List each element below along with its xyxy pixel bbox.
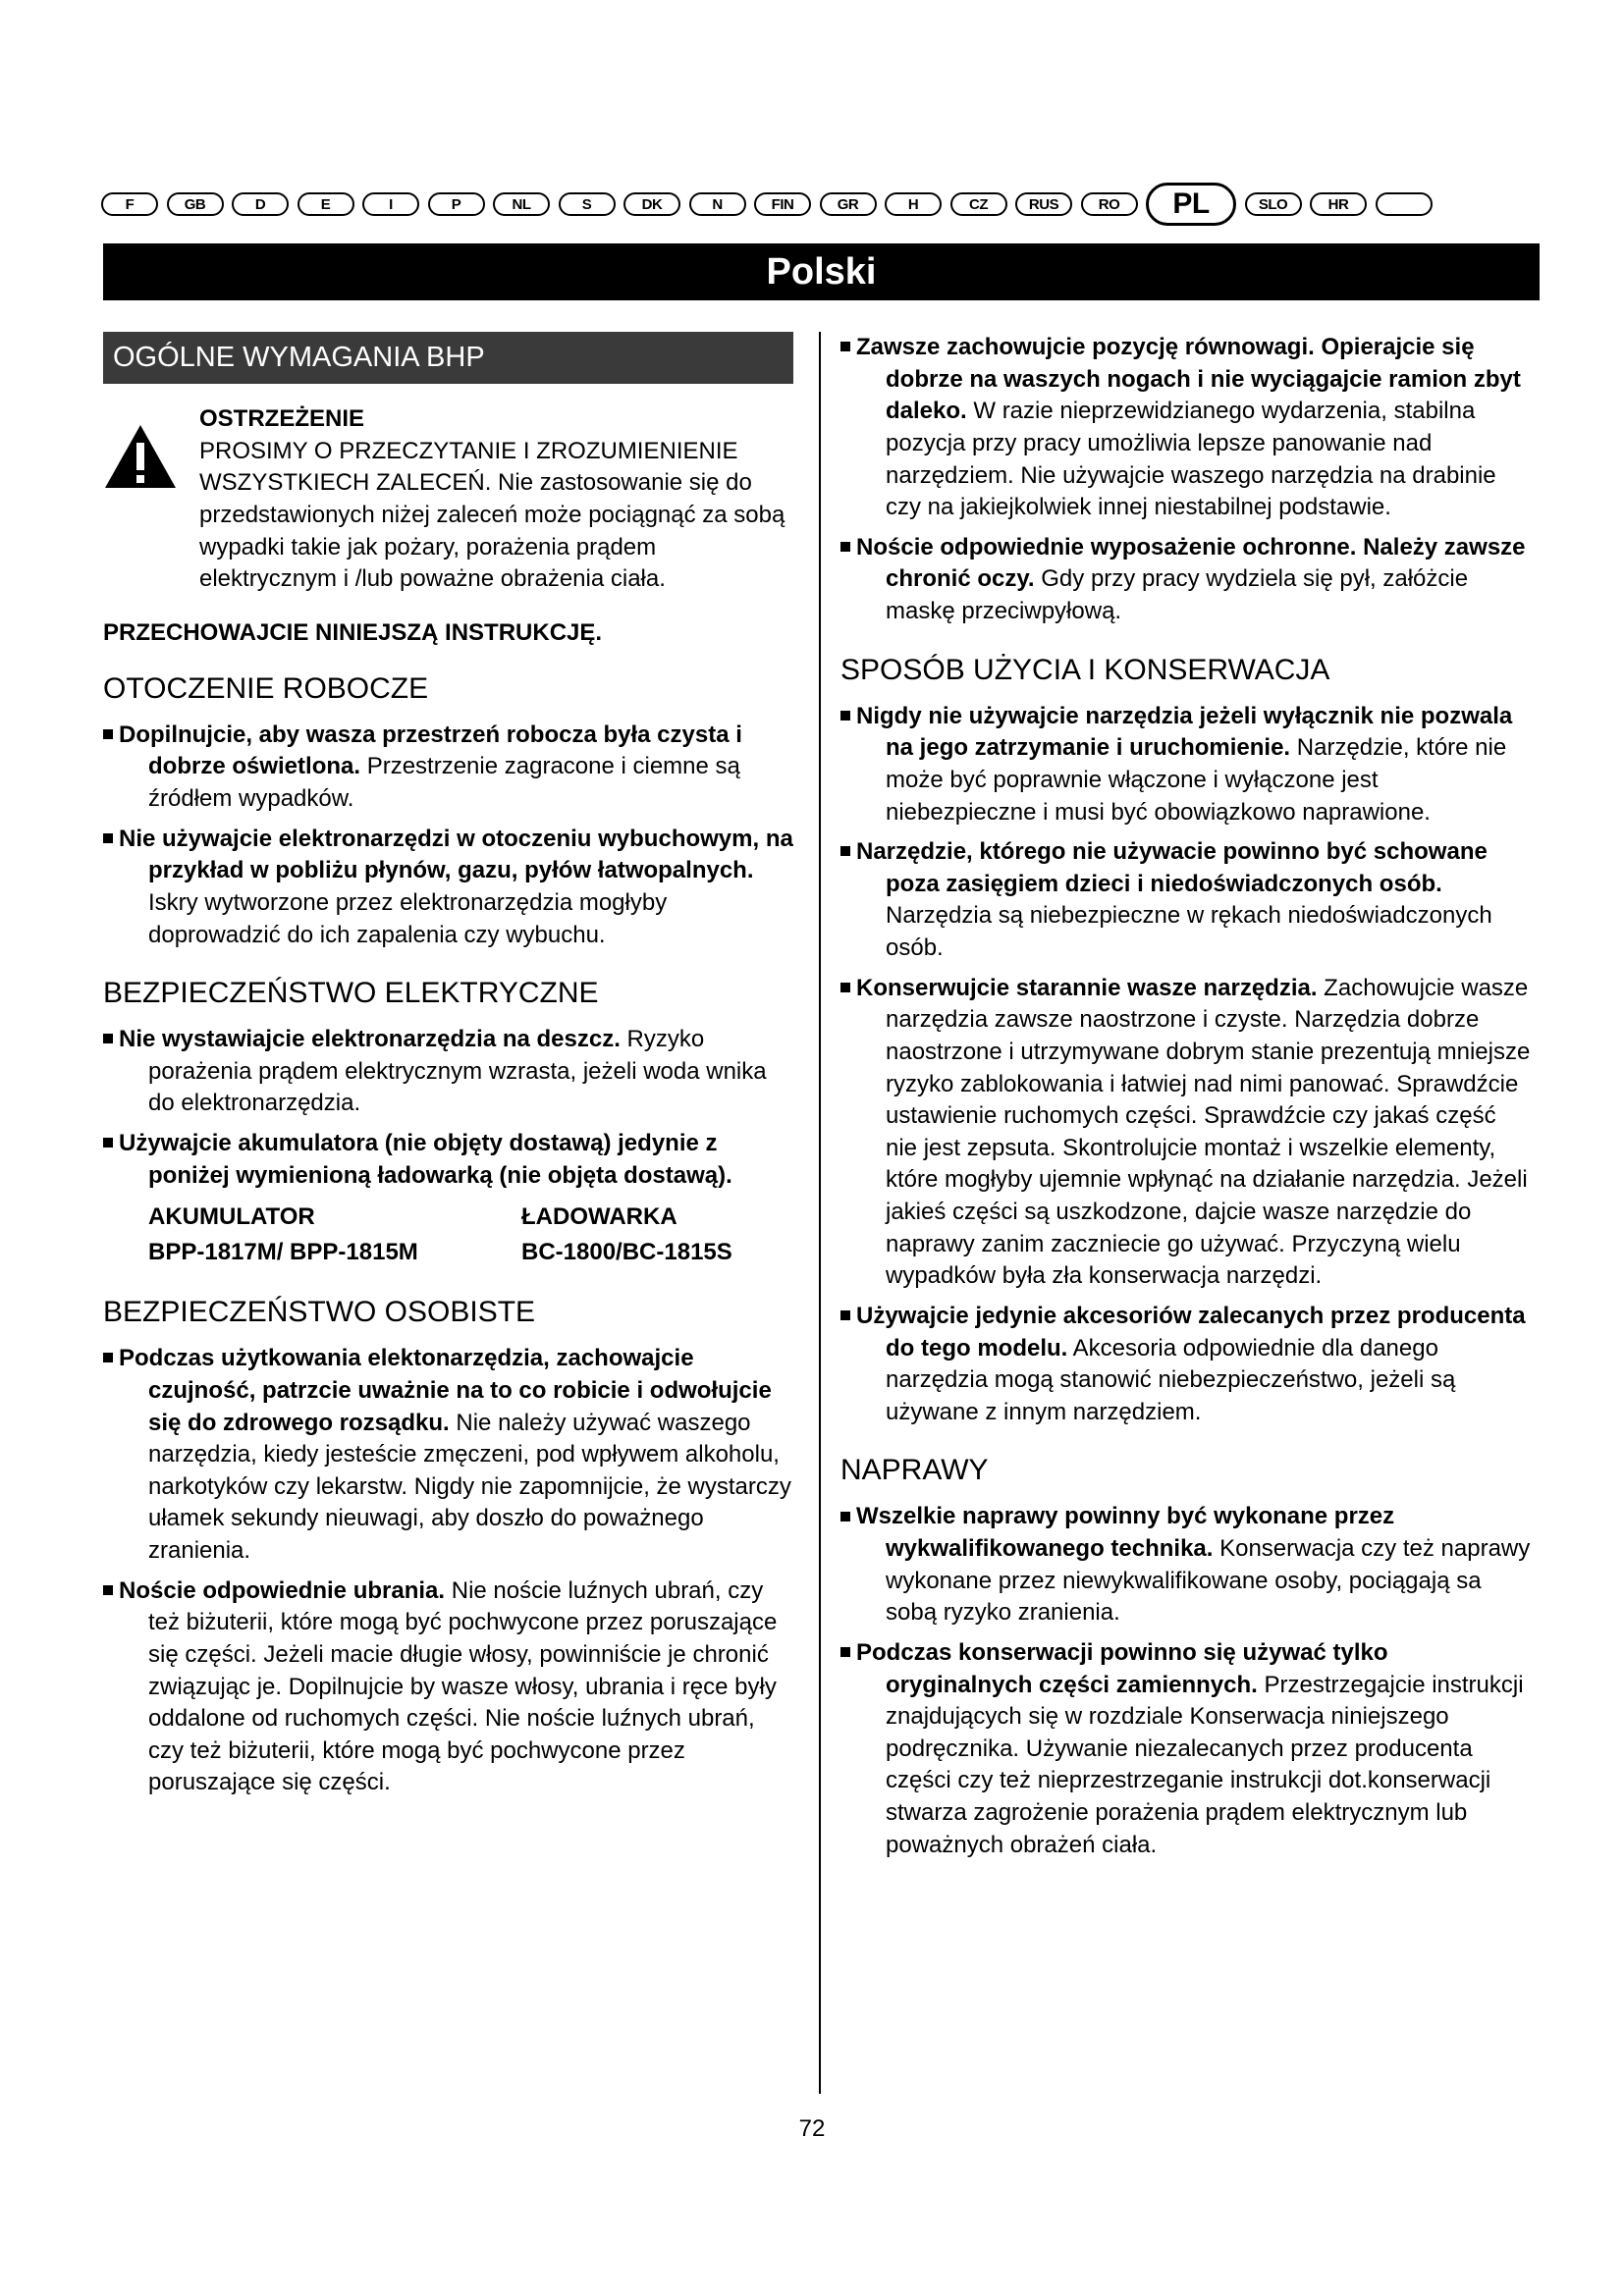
bullet-icon xyxy=(103,1353,113,1362)
bullet-item xyxy=(103,1575,796,1799)
battery-models: BPP-1817M/ BPP-1815M xyxy=(148,1239,418,1266)
battery-header: AKUMULATOR xyxy=(148,1203,315,1231)
left-column xyxy=(103,332,796,1807)
item-body: Konserwacja czy też naprawy wykonane przez niewykwalifikowane osoby, pociągają sa sobą ryzyko zranienia. xyxy=(886,1535,1531,1627)
item-body: Akcesoria odpowiednie dla danego narzędzia mogą stanowić niebezpieczeństwo, jeżeli są używane z innym narzędziem. xyxy=(886,1334,1456,1425)
bullet-icon xyxy=(840,1310,850,1320)
item-lead: Podczas konserwacji powinno się używać tylko oryginalnych części zamiennych. xyxy=(856,1638,1388,1698)
accessory-table-row xyxy=(103,1235,796,1270)
section-title-service: NAPRAWY xyxy=(840,1454,989,1487)
item-lead: Zawsze zachowujcie pozycję równowagi. Opierajcie się dobrze na waszych nogach i nie wyciągajcie ramion zbyt daleko. xyxy=(856,334,1521,425)
electrical-safety-items xyxy=(103,1024,796,1192)
bullet-item xyxy=(103,1343,796,1567)
item-body: Gdy przy pracy wydziela się pył, załóżcie maskę przeciwpyłową. xyxy=(886,565,1469,624)
lang-tab-i: I xyxy=(362,192,419,216)
bullet-item xyxy=(840,973,1534,1293)
section-title-electrical-safety: BEZPIECZEŃSTWO ELEKTRYCZNE xyxy=(103,977,599,1010)
lang-tab-h: H xyxy=(885,192,942,216)
lang-tab-dk: DK xyxy=(623,192,680,216)
item-body: W razie nieprzewidzianego wydarzenia, stabilna pozycja przy pracy umożliwia lepsze panowanie nad narzędziem. Nie używajcie waszego narzędzia na drabinie czy na jakiejkolwiek innej niestabilnej podstawie. xyxy=(886,398,1496,521)
personal-safety-items-continued xyxy=(840,332,1534,628)
bullet-icon xyxy=(103,833,113,843)
bullet-icon xyxy=(840,983,850,992)
lang-tab-blank xyxy=(1376,192,1433,216)
bullet-icon xyxy=(840,1647,850,1657)
column-divider xyxy=(819,332,821,2094)
page-title: Polski xyxy=(103,243,1540,300)
bullet-item xyxy=(840,701,1534,829)
use-and-care-items xyxy=(840,701,1534,1429)
lang-tab-hr: HR xyxy=(1310,192,1367,216)
item-body: Przestrzenie zagracone i ciemne są źródłem wypadków. xyxy=(148,753,740,812)
item-lead: Konserwujcie starannie wasze narzędzia. xyxy=(856,974,1318,1001)
lang-tab-fin: FIN xyxy=(754,192,811,216)
item-body: Zachowujcie wasze narzędzia zawsze naostrzone i czyste. Narzędzia dobrze naostrzone i utrzymywane dobrym stanie prezentują mniejsze ryzyko zablokowania i łatwiej nad nimi panować. Sprawdźcie ustawienie ruchomych części. Sprawdźcie czy jakaś część nie jest zepsuta. Skontrolujcie montaż i wszelkie elementy, które mogłyby ujemnie wpłynąć na działanie narzędzia. Jeżeli jakieś części są uszkodzone, dajcie wasze narzędzie do naprawy zanim zaczniecie go używać. Przyczyną wielu wypadków była zła konserwacja narzędzi. xyxy=(886,974,1531,1290)
item-body: Ryzyko porażenia prądem elektrycznym wzrasta, jeżeli woda wnika do elektronarzędzia. xyxy=(148,1026,767,1117)
item-lead: Podczas użytkowania elektonarzędzia, zachowajcie czujność, patrzcie uważnie na to co robicie i odwołujcie się do zdrowego rozsądku. xyxy=(119,1345,772,1436)
item-lead: Wszelkie naprawy powinny być wykonane przez wykwalifikowanego technika. xyxy=(856,1503,1395,1562)
item-lead: Nigdy nie używajcie narzędzia jeżeli wyłącznik nie pozwala na jego zatrzymanie i uruchomienie. xyxy=(856,702,1513,762)
section-title-personal-safety: BEZPIECZEŃSTWO OSOBISTE xyxy=(103,1296,536,1329)
item-body: Iskry wytworzone przez elektronarzędzia mogłyby doprowadzić do ich zapalenia czy wybuchu. xyxy=(148,888,668,948)
warning-block xyxy=(103,403,796,596)
warning-triangle-icon xyxy=(103,403,178,596)
work-area-items xyxy=(103,720,796,951)
bullet-icon xyxy=(103,1034,113,1043)
personal-safety-items xyxy=(103,1343,796,1799)
section-title-general-safety: OGÓLNE WYMAGANIA BHP xyxy=(103,332,793,384)
lang-tab-cz: CZ xyxy=(950,192,1007,216)
bullet-item xyxy=(103,1024,796,1120)
page-number: 72 xyxy=(798,2115,826,2142)
lang-tab-e: E xyxy=(298,192,354,216)
item-body: Przestrzegajcie instrukcji znajdujących się w rozdziale Konserwacja niniejszego podręcznika. Używanie niezalecanych przez producenta części czy też nieprzestrzeganie instrukcji dot.konserwacji stwarza zagrożenie porażenia prądem elektrycznym lub poważnych obrażeń ciała. xyxy=(886,1671,1524,1858)
lang-tab-gr: GR xyxy=(820,192,877,216)
bullet-item xyxy=(840,1637,1534,1861)
bullet-item xyxy=(840,332,1534,524)
item-lead: Dopilnujcie, aby wasza przestrzeń robocza była czysta i dobrze oświetlona. xyxy=(119,721,742,780)
lang-tab-d: D xyxy=(232,192,289,216)
item-lead: Noście odpowiednie ubrania. xyxy=(119,1576,446,1604)
bullet-icon xyxy=(103,729,113,739)
bullet-item xyxy=(103,824,796,952)
item-lead: Używajcie jedynie akcesoriów zalecanych przez producenta do tego modelu. xyxy=(856,1302,1526,1362)
lang-tab-rus: RUS xyxy=(1015,192,1072,216)
bullet-item xyxy=(840,1301,1534,1429)
bullet-icon xyxy=(840,1512,850,1522)
bullet-icon xyxy=(103,1138,113,1148)
bullet-icon xyxy=(840,342,850,351)
charger-models: BC-1800/BC-1815S xyxy=(521,1239,732,1266)
item-body: Nie noście luźnych ubrań, czy też biżuterii, które mogą być pochwycone przez poruszające się części. Jeżeli macie długie włosy, powinniście je chronić związując je. Dopilnujcie by wasze włosy, ubrania i ręce były oddalone od ruchomych części. Nie noście luźnych ubrań, czy też biżuterii, które mogą być pochwycone przez poruszające się części. xyxy=(148,1576,778,1796)
bullet-icon xyxy=(103,1585,113,1595)
language-tabs xyxy=(101,183,1544,226)
bullet-icon xyxy=(840,542,850,552)
service-items xyxy=(840,1501,1534,1861)
lang-tab-nl: NL xyxy=(493,192,550,216)
keep-instructions-note: PRZECHOWAJCIE NINIEJSZĄ INSTRUKCJĘ. xyxy=(103,618,603,646)
lang-tab-slo: SLO xyxy=(1245,192,1302,216)
right-column xyxy=(840,332,1534,1869)
item-body: Narzędzie, które nie może być poprawnie włączone i wyłączone jest niebezpieczne i musi być obowiązkowo naprawione. xyxy=(886,734,1507,826)
section-title-use-and-care: SPOSÓB UŻYCIA I KONSERWACJA xyxy=(840,653,1330,686)
lang-tab-pl: PL xyxy=(1146,183,1236,226)
warning-heading: OSTRZEŻENIE xyxy=(199,405,365,432)
item-lead: Nie wystawiajcie elektronarzędzia na deszcz. xyxy=(119,1026,621,1053)
item-lead: Noście odpowiednie wyposażenie ochronne. Należy zawsze chronić oczy. xyxy=(856,533,1526,593)
lang-tab-gb: GB xyxy=(167,192,224,216)
lang-tab-n: N xyxy=(689,192,746,216)
warning-text: PROSIMY O PRZECZYTANIE I ZROZUMIENIENIE WSZYSTKIECH ZALECEŃ. Nie zastosowanie się do przedstawionych niżej zaleceń może pociągnąć za sobą wypadki takie jak pożary, porażenia prądem elektrycznym i /lub poważne obrażenia ciała. xyxy=(199,437,785,593)
lang-tab-f: F xyxy=(101,192,158,216)
item-body: Narzędzia są niebezpieczne w rękach niedoświadczonych osób. xyxy=(886,902,1492,961)
item-lead: Narzędzie, którego nie używacie powinno być schowane poza zasięgiem dzieci i niedoświadczonych osób. xyxy=(856,838,1488,897)
item-body: Nie należy używać waszego narzędzia, kiedy jesteście zmęczeni, pod wpływem alkoholu, narkotyków czy lekarstw. Nigdy nie zapomnijcie, że wystarczy ułamek sekundy nieuwagi, aby doszło do poważnego zranienia. xyxy=(148,1409,791,1564)
charger-header: ŁADOWARKA xyxy=(521,1203,677,1231)
lang-tab-ro: RO xyxy=(1081,192,1138,216)
bullet-item xyxy=(103,720,796,816)
item-lead: Używajcie akumulatora (nie objęty dostawą) jedynie z poniżej wymienioną ładowarką (nie objęta dostawą). xyxy=(119,1130,732,1189)
bullet-icon xyxy=(840,846,850,856)
lang-tab-p: P xyxy=(428,192,485,216)
lang-tab-s: S xyxy=(559,192,616,216)
item-lead: Nie używajcie elektronarzędzi w otoczeniu wybuchowym, na przykład w pobliżu płynów, gazu, pyłów łatwopalnych. xyxy=(119,825,793,884)
bullet-item xyxy=(840,532,1534,628)
bullet-item xyxy=(840,836,1534,965)
bullet-icon xyxy=(840,711,850,721)
accessory-table-header xyxy=(103,1200,796,1235)
section-title-work-area: OTOCZENIE ROBOCZE xyxy=(103,671,429,705)
bullet-item xyxy=(840,1501,1534,1629)
bullet-item xyxy=(103,1128,796,1192)
